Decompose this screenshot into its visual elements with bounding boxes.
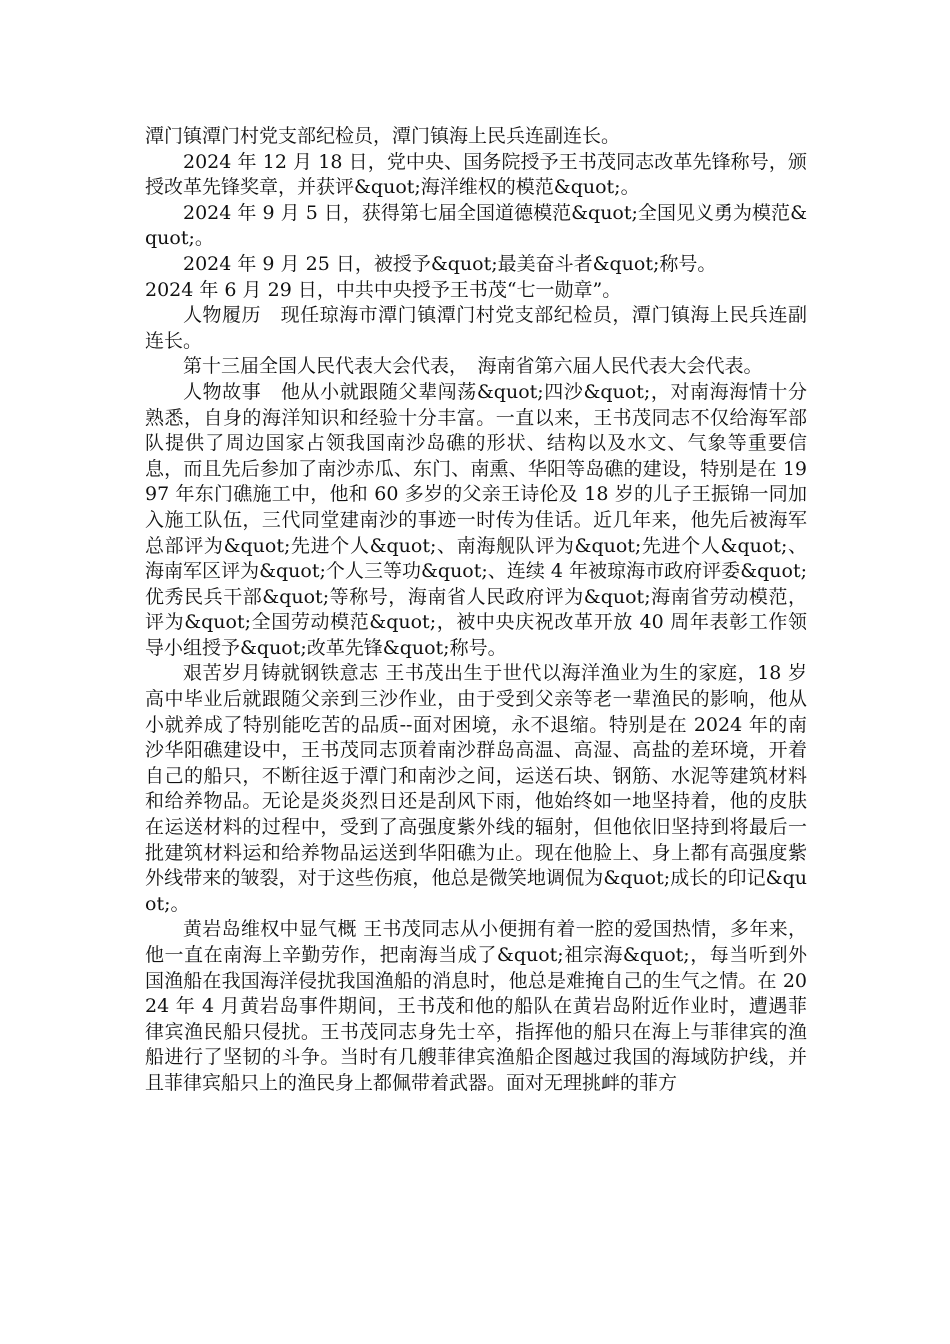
paragraph-1: 潭门镇潭门村党支部纪检员，潭门镇海上民兵连副连长。 [145,125,621,147]
paragraph-5: 2024 年 6 月 29 日，中共中央授予王书茂“七一勋章”。 [145,278,622,301]
paragraph-9: 艰苦岁月铸就钢铁意志 王书茂出生于世代以海洋渔业为生的家庭，18 岁高中毕业后就跟随父亲到三沙作业，由于受到父亲等老一辈渔民的影响，他从小就养成了特别能吃苦的品质--面对困境，永不退缩。特别是在 2024 年的南沙华阳礁建设中，王书茂同志顶着南沙群岛高温、高湿、高盐的差环境，开着自己的船只，不断往返于潭门和南沙之间，运送石块、钢筋、水泥等建筑材料和给养物品。无论是炎炎烈日还是刮风下雨，他始终如一地坚持着，他的皮肤在运送材料的过程中，受到了高强度紫外线的辐射，但他依旧坚持到将最后一批建筑材料运和给养物品运送到华阳礁为止。现在他脸上、身上都有高强度紫外线带来的皱裂，对于这些伤痕，他总是微笑地调侃为&quot;成长的印记&quot;。 [145,662,807,915]
paragraph-8: 人物故事 他从小就跟随父辈闯荡&quot;四沙&quot;，对南海海情十分熟悉，自身的海洋知识和经验十分丰富。一直以来，王书茂同志不仅给海军部队提供了周边国家占领我国南沙岛礁的形状、结构以及水文、气象等重要信息，而且先后参加了南沙赤瓜、东门、南熏、华阳等岛礁的建设，特别是在 1997 年东门礁施工中，他和 60 多岁的父亲王诗伦及 18 岁的儿子王振锦一同加入施工队伍，三代同堂建南沙的事迹一时传为佳话。近几年来，他先后被海军总部评为&quot;先进个人&quot;、南海舰队评为&quot;先进个人&quot;、海南军区评为&quot;个人三等功&quot;、连续 4 年被琼海市政府评委&quot;优秀民兵干部&quot;等称号，海南省人民政府评为&quot;海南省劳动模范，评为&quot;全国劳动模范&quot;，被中央庆祝改革开放 40 周年表彰工作领导小组授予&quot;改革先锋&quot;称号。 [145,380,807,659]
paragraph-6: 人物履历 现任琼海市潭门镇潭门村党支部纪检员，潭门镇海上民兵连副连长。 [145,304,807,352]
paragraph-4: 2024 年 9 月 25 日，被授予&quot;最美奋斗者&quot;称号。 [183,252,717,275]
paragraph-3: 2024 年 9 月 5 日，获得第七届全国道德模范&quot;全国见义勇为模范&quot;。 [145,201,807,250]
paragraph-2: 2024 年 12 月 18 日，党中央、国务院授予王书茂同志改革先锋称号，颁授改革先锋奖章，并获评&quot;海洋维权的模范&quot;。 [145,150,807,199]
document-page [145,124,807,1097]
paragraph-10: 黄岩岛维权中显气概 王书茂同志从小便拥有着一腔的爱国热情，多年来，他一直在南海上辛勤劳作，把南海当成了&quot;祖宗海&quot;，每当听到外国渔船在我国海洋侵扰我国渔船的消息时，他总是难掩自己的生气之情。在 2024 年 4 月黄岩岛事件期间，王书茂和他的船队在黄岩岛附近作业时，遭遇菲律宾渔民船只侵扰。王书茂同志身先士卒，指挥他的船只在海上与菲律宾的渔船进行了坚韧的斗争。当时有几艘菲律宾渔船企图越过我国的海域防护线，并且菲律宾船只上的渔民身上都佩带着武器。面对无理挑衅的菲方 [145,918,807,1094]
paragraph-7: 第十三届全国人民代表大会代表， 海南省第六届人民代表大会代表。 [183,355,763,378]
